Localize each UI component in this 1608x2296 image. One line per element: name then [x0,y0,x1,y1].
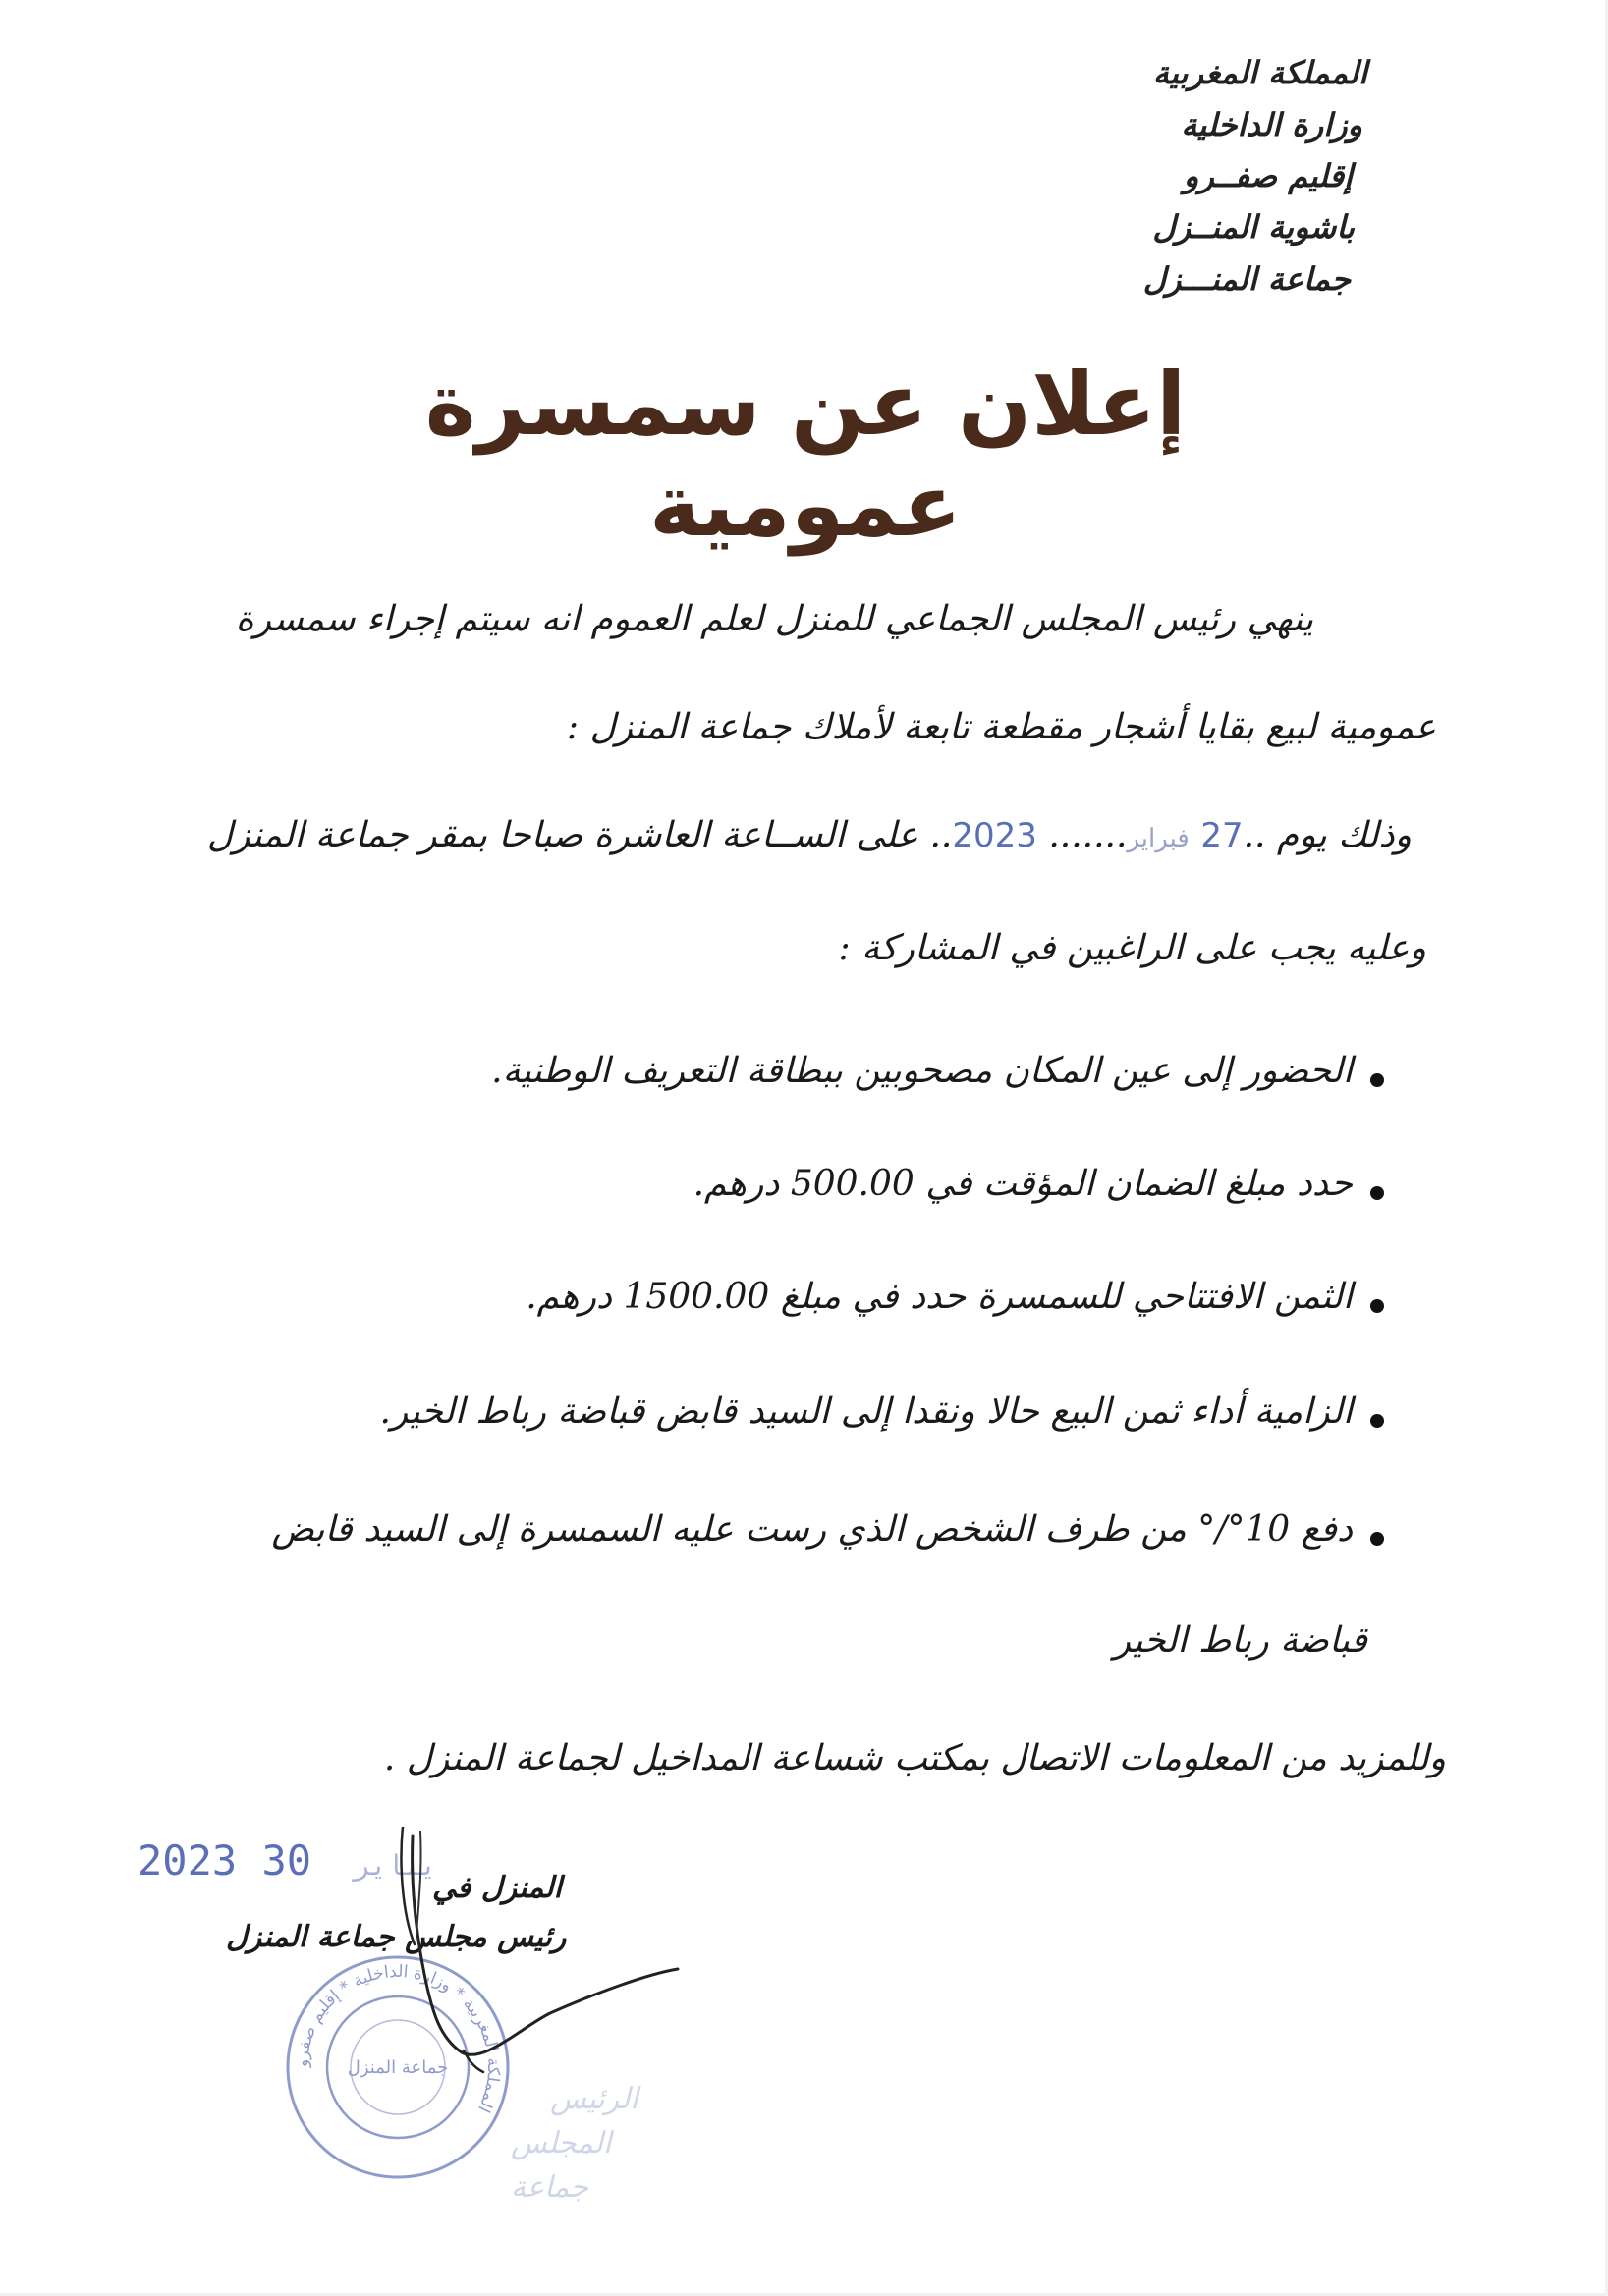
bullet-dot [1370,1186,1384,1200]
stamp-year: 2023 [138,1836,238,1885]
bullet-dot [1370,1073,1384,1087]
bullet-dot [1370,1532,1384,1546]
date-intro: وذلك يوم [1276,815,1412,855]
header-commune: جماعة المنـــزل [1142,260,1351,298]
body-paragraph-3: وذلك يوم ..27 فبراير....... 2023.. على الســاعة العاشرة صباحا بمقر جماعة المنزل [206,815,1412,855]
header-ministry: وزارة الداخلية [1181,106,1362,143]
faint-stamp-line-1: الرئيس [550,2082,638,2116]
bullet-dot [1370,1299,1384,1313]
bullet-item-1: الحضور إلى عين المكان مصحوبين ببطاقة التعريف الوطنية. [491,1051,1353,1091]
bullet-item-2: حدد مبلغ الضمان المؤقت في 500.00 درهم. [693,1164,1353,1204]
stamp-day: 30 [261,1836,312,1885]
filled-year: 2023 [952,816,1037,855]
header-province: إقليم صفــرو [1183,157,1353,194]
handwritten-signature-icon [373,1827,688,2121]
header-kingdom: المملكة المغربية [1152,54,1367,91]
date-outro: على الســاعة العاشرة صباحا بمقر جماعة المنزل [206,815,918,855]
bullet-item-4: الزامية أداء ثمن البيع حالا ونقدا إلى السيد قابض قباضة رباط الخير. [379,1392,1353,1432]
stamp-month: يناير [354,1849,437,1882]
seal-center-text: جماعة المنزل [347,2057,449,2078]
body-paragraph-1: ينهي رئيس المجلس الجماعي للمنزل لعلم العموم انه سيتم إجراء سمسرة [235,599,1313,639]
filled-day: 27 [1200,816,1244,855]
body-paragraph-4: وعليه يجب على الراغبين في المشاركة : [838,928,1426,968]
body-paragraph-2: عمومية لبيع بقايا أشجار مقطعة تابعة لأملاك جماعة المنزل : [566,707,1436,747]
signature-role: رئيس مجلس جماعة المنزل [226,1920,567,1954]
signature-place: المنزل في [432,1871,563,1905]
bullet-item-3: الثمن الافتتاحي للسمسرة حدد في مبلغ 1500.00 درهم. [526,1277,1353,1317]
faint-stamp-line-3: جماعة [511,2170,589,2205]
bullet-dot [1370,1414,1384,1428]
page-title: إعلان عن سمسرة عمومية [424,354,1187,556]
filled-month: فبراير [1127,824,1190,853]
header-pashalik: باشوية المنــزل [1152,208,1355,246]
seal-ring-text: المملكة المغربية * وزارة الداخلية * إقليم صفرو [292,1961,504,2116]
bullet-item-5-continued: قباضة رباط الخير [1113,1620,1367,1661]
footer-note: وللمزيد من المعلومات الاتصال بمكتب شساعة المداخيل لجماعة المنزل . [383,1738,1446,1778]
bullet-item-5: دفع 10°/° من طرف الشخص الذي رست عليه السمسرة إلى السيد قابض [271,1509,1353,1550]
faint-stamp-line-2: المجلس [511,2126,612,2160]
